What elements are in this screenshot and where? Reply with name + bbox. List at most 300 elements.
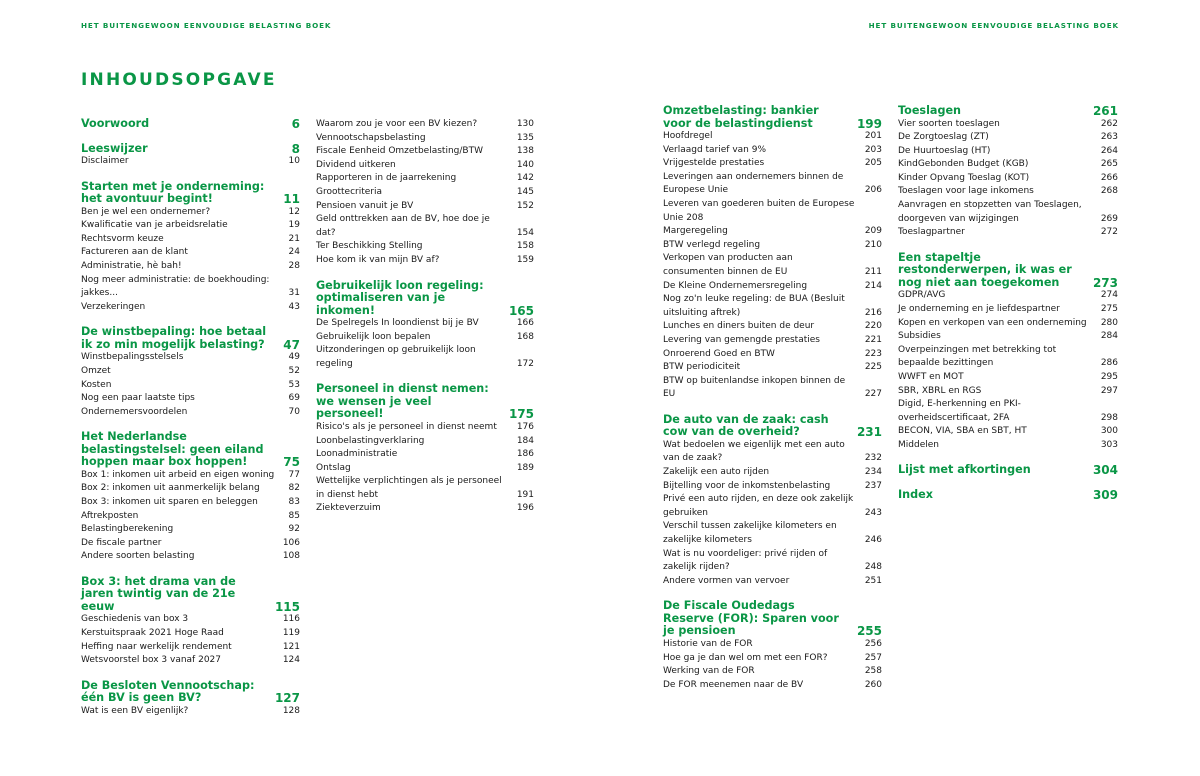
toc-entry[interactable] [898,303,1118,317]
entry-page-number: 158 [516,241,534,252]
entry-title: De FOR meenemen naar de BV [663,679,804,690]
entry-page-number: 209 [864,226,882,237]
entry-title: Dividend uitkeren [316,159,396,170]
entry-title: Kerstuitspraak 2021 Hoge Raad [81,628,224,639]
toc-entry[interactable] [663,171,882,198]
toc-entry[interactable] [898,317,1118,331]
entry-title: Levering van gemengde prestaties [663,334,820,345]
toc-entry[interactable] [663,334,882,348]
entry-title: Toeslagen voor lage inkomens [898,186,1034,197]
entry-title: De Kleine Ondernemersregeling [663,280,808,291]
entry-title: GDPR/AVG [898,290,946,301]
toc-section-heading[interactable] [663,414,882,439]
section-page-number: 273 [1092,275,1118,290]
entry-page-number: 138 [516,146,534,157]
toc-entry[interactable] [316,317,534,331]
entry-page-number: 265 [1100,159,1118,170]
entry-page-number: 82 [288,483,300,494]
toc-entry[interactable] [81,379,300,393]
entry-title: Vier soorten toeslagen [898,118,1000,129]
section-page-number: 304 [1092,463,1118,478]
entry-title: Box 2: inkomen uit aanmerkelijk belang [81,483,260,494]
entry-title: Pensioen vanuit je BV [316,200,414,211]
toc-entry[interactable] [81,406,300,420]
toc-section-heading[interactable] [81,143,300,156]
entry-title: De Spelregels In loondienst bij je BV [316,318,479,329]
entry-page-number: 159 [516,254,534,265]
toc-entry[interactable] [663,493,882,520]
entry-page-number: 92 [288,524,300,535]
toc-entry[interactable] [898,185,1118,199]
toc-entry[interactable] [316,421,534,435]
toc-entry[interactable] [81,246,300,260]
toc-entry[interactable] [898,398,1118,425]
toc-entry[interactable] [81,496,300,510]
entry-title: Onroerend Goed en BTW [663,348,775,359]
toc-entry[interactable] [663,548,882,575]
toc-entry[interactable] [81,613,300,627]
toc-column-3 [663,105,882,704]
entry-page-number: 274 [1100,290,1118,301]
toc-section-heading[interactable] [81,576,300,614]
entry-title: Administratie, hè bah! [81,260,182,271]
entry-page-number: 119 [282,628,300,639]
entry-page-number: 49 [288,352,300,363]
entry-title: Aanvragen en stopzetten van Toeslagen, doorgeven van wijzigingen [898,200,1082,224]
entry-page-number: 300 [1100,426,1118,437]
toc-entry[interactable] [316,213,534,240]
entry-title: Wettelijke verplichtingen als je personeel in dienst hebt [316,476,502,500]
section-page-number: 75 [283,455,300,470]
entry-title: BTW verlegd regeling [663,239,761,250]
toc-section-heading[interactable] [81,431,300,469]
entry-title: Kwalificatie van je arbeidsrelatie [81,220,228,231]
toc-entry[interactable] [81,469,300,483]
entry-title: Heffing naar werkelijk rendement [81,641,232,652]
toc-entry[interactable] [898,330,1118,344]
toc-column-2 [316,118,534,528]
entry-page-number: 258 [864,666,882,677]
entry-page-number: 234 [864,467,882,478]
toc-section-heading[interactable] [81,118,300,131]
toc-section [898,105,1118,240]
entry-title: Disclaimer [81,156,129,166]
toc-section [898,464,1118,477]
section-page-number: 199 [856,116,882,131]
toc-section [316,383,534,516]
toc-entry[interactable] [898,385,1118,399]
entry-title: Subsidies [898,331,941,342]
toc-entry[interactable] [81,219,300,233]
entry-title: Omzet [81,365,111,376]
toc-section-heading[interactable] [898,252,1118,290]
toc-entry[interactable] [663,520,882,547]
entry-page-number: 232 [864,453,882,464]
section-page-number: 11 [283,192,300,207]
toc-entry[interactable] [81,627,300,641]
toc-entry[interactable] [898,425,1118,439]
toc-entry[interactable] [898,172,1118,186]
entry-page-number: 53 [288,379,300,390]
section-page-number: 309 [1092,487,1118,502]
entry-page-number: 237 [864,480,882,491]
toc-section-heading[interactable] [898,489,1118,502]
toc-section-heading[interactable] [663,105,882,130]
toc-entry[interactable] [81,510,300,524]
entry-title: Digid, E-herkenning en PKI-overheidscertificaat, 2FA [898,399,1021,423]
entry-title: Andere vormen van vervoer [663,575,790,586]
toc-section [81,326,300,419]
entry-page-number: 257 [864,652,882,663]
entry-title: Ondernemersvoordelen [81,406,188,417]
toc-entry[interactable] [81,274,300,301]
entry-page-number: 116 [282,614,300,625]
toc-entry[interactable] [81,654,300,668]
entry-title: Groottecriteria [316,186,383,197]
page-title: INHOUDSOPGAVE [81,70,277,90]
toc-section-heading[interactable] [81,181,300,206]
entry-title: Kinder Opvang Toeslag (KOT) [898,172,1030,183]
toc-entry[interactable] [81,550,300,564]
toc-entry[interactable] [316,172,534,186]
entry-title: Wetsvoorstel box 3 vanaf 2027 [81,655,221,666]
entry-title: BTW periodiciteit [663,362,741,373]
toc-entry[interactable] [663,375,882,402]
entry-page-number: 280 [1100,317,1118,328]
toc-entry[interactable] [81,233,300,247]
entry-title: Hoe ga je dan wel om met een FOR? [663,652,828,663]
entry-page-number: 220 [864,321,882,332]
toc-entry[interactable] [898,158,1118,172]
entry-page-number: 108 [282,551,300,562]
section-title: Toeslagen [898,104,962,117]
toc-section-heading[interactable] [663,600,882,638]
entry-page-number: 275 [1100,303,1118,314]
entry-page-number: 263 [1100,132,1118,143]
toc-entry[interactable] [898,439,1118,453]
running-head-left: HET BUITENGEWOON EENVOUDIGE BELASTING BOEK [81,21,332,30]
entry-page-number: 201 [864,131,882,141]
toc-section-heading[interactable] [316,280,534,318]
toc-entry[interactable] [316,145,534,159]
entry-page-number: 52 [288,365,300,376]
section-page-number: 127 [274,691,300,706]
toc-entry[interactable] [81,705,300,719]
entry-title: WWFT en MOT [898,371,964,382]
entry-title: Aftrekposten [81,510,139,521]
toc-section-heading[interactable] [81,680,300,705]
entry-page-number: 154 [516,227,534,238]
entry-page-number: 211 [864,266,882,277]
entry-page-number: 298 [1100,412,1118,423]
entry-page-number: 145 [516,186,534,197]
entry-title: Vrijgestelde prestaties [663,158,765,169]
toc-section [898,489,1118,502]
entry-title: Margeregeling [663,226,728,237]
entry-page-number: 12 [288,206,300,217]
entry-page-number: 223 [864,348,882,359]
toc-entry[interactable] [663,575,882,589]
entry-page-number: 85 [288,510,300,521]
entry-title: Loonadministratie [316,449,398,460]
entry-title: Vennootschapsbelasting [316,132,426,143]
entry-page-number: 184 [516,435,534,446]
toc-entry[interactable] [316,448,534,462]
section-title: Leeswijzer [81,141,148,155]
entry-title: Nog zo'n leuke regeling: de BUA (Besluit uitsluiting aftrek) [663,294,845,318]
entry-title: Ontslag [316,462,351,473]
toc-entry[interactable] [663,638,882,652]
toc-entry[interactable] [663,239,882,253]
toc-entry[interactable] [316,200,534,214]
entry-title: Ziekteverzuim [316,503,381,514]
toc-entry[interactable] [316,502,534,516]
toc-entry[interactable] [898,118,1118,132]
toc-section [898,252,1118,453]
entry-title: Hoofdregel [663,131,713,141]
entry-title: Ben je wel een ondernemer? [81,206,211,217]
entry-page-number: 176 [516,421,534,432]
section-title: De Besloten Vennootschap: één BV is geen BV? [81,678,255,705]
entry-title: Uitzonderingen op gebruikelijk loon regeling [316,345,476,369]
section-title: Omzetbelasting: bankier voor de belastingdienst [663,104,819,130]
entry-page-number: 269 [1100,213,1118,224]
entry-title: De Huurtoeslag (HT) [898,145,991,156]
entry-title: Loonbelastingverklaring [316,435,425,446]
toc-entry[interactable] [663,293,882,320]
entry-page-number: 216 [864,307,882,318]
entry-title: Werking van de FOR [663,666,755,677]
toc-entry[interactable] [898,371,1118,385]
entry-page-number: 206 [864,185,882,196]
section-page-number: 261 [1092,104,1118,118]
entry-title: Geld onttrekken aan de BV, hoe doe je dat? [316,214,490,238]
toc-entry[interactable] [663,225,882,239]
entry-title: Ter Beschikking Stelling [316,241,423,252]
entry-page-number: 130 [516,119,534,129]
toc-entry[interactable] [81,537,300,551]
entry-title: KindGebonden Budget (KGB) [898,159,1029,170]
toc-entry[interactable] [898,131,1118,145]
toc-entry[interactable] [663,652,882,666]
toc-entry[interactable] [316,331,534,345]
toc-entry[interactable] [663,252,882,279]
toc-entry[interactable] [81,365,300,379]
section-title: Een stapeltje restonderwerpen, ik was er nog niet aan toegekomen [898,250,1072,289]
toc-entry[interactable] [81,641,300,655]
toc-section-heading[interactable] [898,464,1118,477]
toc-section [81,118,300,131]
entry-page-number: 196 [516,503,534,514]
section-title: Gebruikelijk loon regeling: optimaliseren van je inkomen! [316,278,484,317]
entry-title: Toeslagpartner [898,227,965,238]
section-title: Het Nederlandse belastingstelsel: geen eiland hoppen maar box hoppen! [81,430,264,469]
entry-title: Bijtelling voor de inkomstenbelasting [663,480,831,491]
toc-section [316,280,534,372]
toc-entry[interactable] [663,348,882,362]
section-page-number: 255 [856,624,882,639]
entry-title: Rapporteren in de jaarrekening [316,173,457,184]
toc-entry[interactable] [316,344,534,371]
running-head-right: HET BUITENGEWOON EENVOUDIGE BELASTING BOEK [868,21,1119,30]
entry-title: Hoe kom ik van mijn BV af? [316,254,440,265]
toc-entry[interactable] [81,155,300,169]
entry-title: Privé een auto rijden, en deze ook zakelijk gebruiken [663,494,854,518]
toc-entry[interactable] [663,466,882,480]
section-page-number: 175 [508,407,534,422]
entry-page-number: 214 [864,280,882,291]
entry-title: De fiscale partner [81,537,162,548]
toc-section-heading[interactable] [81,326,300,351]
toc-entry[interactable] [81,482,300,496]
section-page-number: 231 [856,425,882,440]
entry-page-number: 121 [282,641,300,652]
entry-page-number: 286 [1100,358,1118,369]
entry-title: Historie van de FOR [663,638,753,649]
entry-title: Factureren aan de klant [81,247,188,258]
section-page-number: 115 [274,599,300,614]
toc-section [81,680,300,719]
toc-section-heading[interactable] [316,383,534,421]
toc-column-4 [898,105,1118,513]
entry-title: Verzekeringen [81,301,146,312]
entry-page-number: 297 [1100,385,1118,396]
entry-page-number: 256 [864,638,882,649]
entry-title: Winstbepalingsstelsels [81,352,184,363]
entry-title: Leveringen aan ondernemers binnen de Europese Unie [663,171,844,196]
entry-title: Wat is een BV eigenlijk? [81,705,189,716]
entry-page-number: 77 [288,469,300,480]
toc-entry[interactable] [81,206,300,220]
toc-entry[interactable] [316,159,534,173]
section-title: De Fiscale Oudedags Reserve (FOR): Sparen voor je pensioen [663,599,839,638]
toc-entry[interactable] [663,157,882,171]
entry-title: Nog een paar laatste tips [81,393,195,404]
toc-entry[interactable] [316,254,534,268]
toc-entry[interactable] [663,130,882,144]
toc-section [663,105,882,402]
toc-entry[interactable] [81,301,300,315]
toc-entry[interactable] [898,226,1118,240]
entry-page-number: 264 [1100,145,1118,156]
toc-entry[interactable] [316,186,534,200]
entry-page-number: 135 [516,132,534,143]
entry-page-number: 272 [1100,227,1118,238]
entry-page-number: 142 [516,173,534,184]
toc-entry[interactable] [316,475,534,502]
toc-entry[interactable] [898,344,1118,371]
toc-entry[interactable] [316,118,534,132]
entry-page-number: 140 [516,159,534,170]
toc-section [663,414,882,589]
entry-title: De Zorgtoeslag (ZT) [898,132,989,143]
entry-title: Lunches en diners buiten de deur [663,321,815,332]
entry-page-number: 262 [1100,118,1118,129]
entry-page-number: 10 [288,156,300,166]
entry-title: Box 3: inkomen uit sparen en beleggen [81,497,258,507]
entry-title: Geschiedenis van box 3 [81,614,189,625]
toc-column-1 [81,118,300,730]
toc-entry[interactable] [898,199,1118,226]
entry-page-number: 152 [516,200,534,211]
entry-page-number: 19 [288,220,300,231]
entry-page-number: 205 [864,158,882,169]
toc-section [81,143,300,169]
entry-page-number: 172 [516,358,534,369]
entry-page-number: 69 [288,393,300,404]
toc-entry[interactable] [663,320,882,334]
toc-entry[interactable] [663,280,882,294]
toc-entry[interactable] [663,679,882,693]
entry-page-number: 83 [288,497,300,507]
section-title: Voorwoord [81,117,150,130]
entry-page-number: 106 [282,537,300,548]
toc-entry[interactable] [663,361,882,375]
toc-entry[interactable] [316,462,534,476]
entry-page-number: 221 [864,334,882,345]
section-page-number: 165 [508,303,534,318]
entry-page-number: 189 [516,462,534,473]
entry-title: Rechtsvorm keuze [81,233,164,244]
entry-page-number: 243 [864,507,882,518]
entry-title: BTW op buitenlandse inkopen binnen de EU [663,375,846,400]
entry-page-number: 168 [516,331,534,342]
toc-entry[interactable] [81,523,300,537]
entry-title: Verkopen van producten aan consumenten binnen de EU [663,253,793,277]
entry-page-number: 268 [1100,186,1118,197]
entry-page-number: 191 [516,489,534,500]
section-title: Index [898,487,933,501]
toc-entry[interactable] [316,240,534,254]
toc-entry[interactable] [81,260,300,274]
toc-entry[interactable] [663,665,882,679]
toc-section [81,431,300,564]
toc-entry[interactable] [316,132,534,146]
entry-title: Nog meer administratie: de boekhouding: jakkes... [81,274,270,299]
entry-page-number: 246 [864,535,882,546]
entry-title: Je onderneming en je liefdespartner [898,303,1060,314]
toc-entry[interactable] [898,289,1118,303]
entry-title: Kopen en verkopen van een onderneming [898,317,1087,328]
toc-entry[interactable] [663,480,882,494]
toc-section-heading[interactable] [898,105,1118,118]
entry-page-number: 70 [288,406,300,417]
entry-page-number: 43 [288,301,300,312]
section-title: Box 3: het drama van de jaren twintig van de 21e eeuw [81,574,236,613]
section-title: Starten met je onderneming: het avontuur begint! [81,179,265,206]
toc-entry[interactable] [316,435,534,449]
toc-entry[interactable] [663,144,882,158]
toc-section [663,600,882,692]
toc-entry[interactable] [663,439,882,466]
section-title: De auto van de zaak: cash cow van de overheid? [663,412,829,439]
toc-entry[interactable] [663,198,882,225]
entry-page-number: 186 [516,449,534,460]
entry-page-number: 210 [864,239,882,250]
entry-title: Fiscale Eenheid Omzetbelasting/BTW [316,146,483,157]
entry-page-number: 21 [288,233,300,244]
entry-page-number: 28 [288,260,300,271]
entry-page-number: 128 [282,705,300,716]
section-title: Lijst met afkortingen [898,463,1031,477]
entry-title: Gebruikelijk loon bepalen [316,331,431,342]
toc-entry[interactable] [81,392,300,406]
toc-entry[interactable] [898,145,1118,159]
entry-page-number: 295 [1100,371,1118,382]
toc-section [81,181,300,315]
entry-page-number: 284 [1100,331,1118,342]
toc-entry[interactable] [81,351,300,365]
